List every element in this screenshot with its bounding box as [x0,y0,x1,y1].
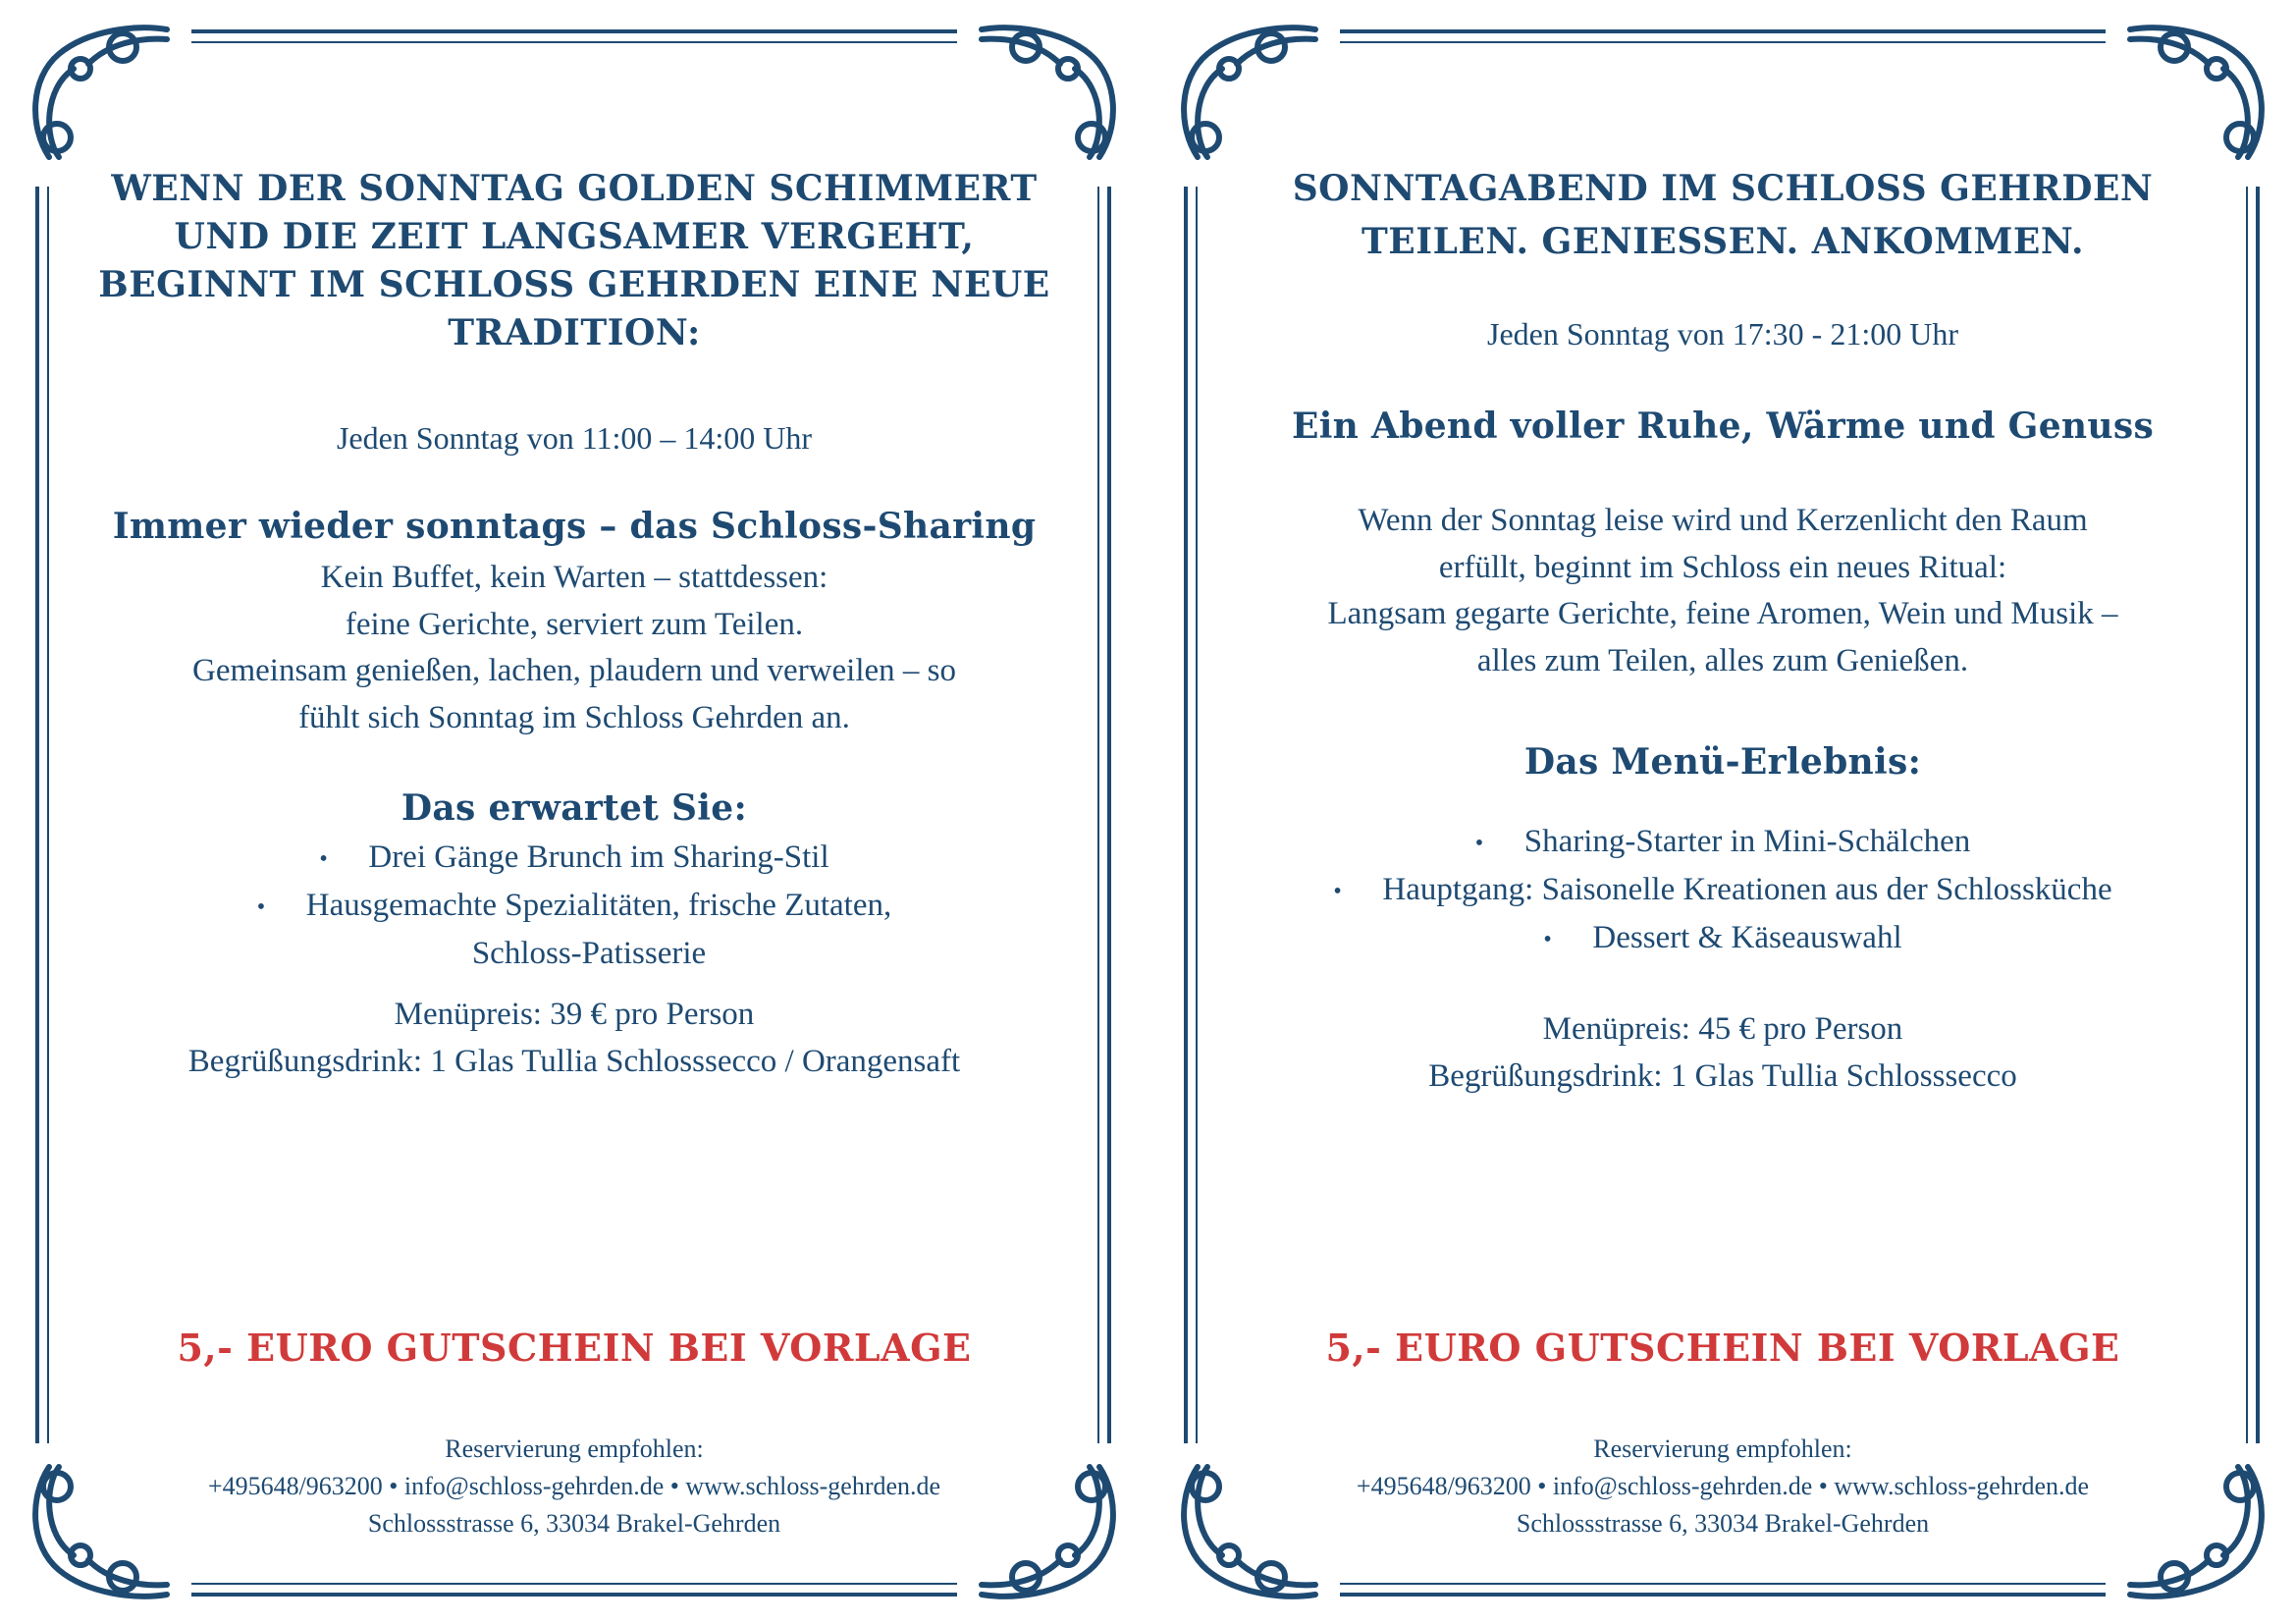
right-border-line-inner [1097,187,1099,1443]
voucher-banner: 5,- EURO GUTSCHEIN BEI VORLAGE [177,1326,972,1370]
reservation-label: Reservierung empfohlen: [1593,1435,1852,1463]
contact-line: +495648/963200 • info@schloss-gehrden.de • www.schloss-gehrden.de [207,1472,941,1500]
contact-block [1227,1431,2218,1543]
page-title [93,165,1055,357]
title-line: BEGINNT IM SCHLOSS GEHRDEN EINE NEUE [98,264,1050,305]
list-item: • Dessert & Käseauswahl [1207,915,2238,963]
address: Schlossstrasse 6, 33034 Brakel-Gehrden [1516,1509,1930,1538]
intro-line: Wenn der Sonntag leise wird und Kerzenlicht den Raum [1358,503,2088,538]
right-border-line [2256,187,2260,1443]
bottom-border-line-inner [1340,1583,2106,1585]
title-line: TRADITION: [448,312,701,353]
title-line: WENN DER SONNTAG GOLDEN SCHIMMERT [111,168,1038,209]
intro-line: fühlt sich Sonntag im Schloss Gehrden an. [298,699,850,735]
scroll-ornament-icon [1168,10,1335,177]
list-item: • Hauptgang: Saisonelle Kreationen aus der Schlossküche [1207,867,2238,915]
bullet-icon: • [1333,878,1342,904]
intro-paragraph [1207,498,2238,684]
title-line: TEILEN. GENIESSEN. ANKOMMEN. [1362,221,2084,262]
pricing-block [59,992,1090,1085]
bullet-icon: • [1474,830,1484,856]
bullet-icon: • [1543,927,1552,953]
left-border-line-inner [1196,187,1198,1443]
contact-block [79,1431,1070,1543]
intro-line: Gemeinsam genießen, lachen, plaudern und verweilen – so [192,653,956,688]
bullet-icon: • [256,893,266,920]
list-item: • Drei Gänge Brunch im Sharing-Stil [59,835,1090,883]
schedule-time: Jeden Sonntag von 11:00 – 14:00 Uhr [336,420,813,456]
menu-list [1207,819,2238,964]
right-border-line [1107,187,1111,1443]
feature-list [59,835,1090,978]
menu-price: Menüpreis: 39 € pro Person [394,997,755,1032]
menu-heading: Das Menü-Erlebnis: [1523,741,1922,783]
scroll-ornament-icon [962,10,1129,177]
intro-line: alles zum Teilen, alles zum Genießen. [1476,642,1969,678]
scroll-ornament-icon [20,10,187,177]
intro-line: Langsam gegarte Gerichte, feine Aromen, Wein und Musik – [1327,596,2118,631]
bottom-border-line-inner [191,1583,957,1585]
scroll-ornament-icon [2110,10,2277,177]
top-border-line-inner [1340,41,2106,43]
top-border-line [191,29,957,33]
list-item-continuation: Schloss-Patisserie [471,936,707,972]
top-border-line-inner [191,41,957,43]
right-flyer-panel [1148,0,2296,1624]
intro-line: feine Gerichte, serviert zum Teilen. [345,606,804,642]
bottom-border-line [191,1593,957,1597]
left-border-line-inner [47,187,49,1443]
welcome-drink: Begrüßungsdrink: 1 Glas Tullia Schlosssecco [1428,1057,2017,1094]
list-item: • Hausgemachte Spezialitäten, frische Zutaten, [59,883,1090,931]
intro-paragraph [59,555,1090,741]
title-line: UND DIE ZEIT LANGSAMER VERGEHT, [174,216,975,257]
menu-price: Menüpreis: 45 € pro Person [1542,1011,1903,1047]
bullet-icon: • [319,845,328,872]
address: Schlossstrasse 6, 33034 Brakel-Gehrden [367,1509,781,1538]
schedule-time: Jeden Sonntag von 17:30 - 21:00 Uhr [1487,316,1958,352]
sharing-heading: Immer wieder sonntags – das Schloss-Sharing [112,506,1037,547]
top-border-line [1340,29,2106,33]
welcome-drink: Begrüßungsdrink: 1 Glas Tullia Schlosssecco / Orangensaft [187,1043,961,1079]
expect-heading: Das erwartet Sie: [400,787,748,829]
contact-line: +495648/963200 • info@schloss-gehrden.de • www.schloss-gehrden.de [1356,1472,2090,1500]
list-item: • Sharing-Starter in Mini-Schälchen [1207,819,2238,867]
left-border-line [35,187,39,1443]
page-title [1242,162,2204,268]
intro-line: erfüllt, beginnt im Schloss ein neues Ritual: [1438,549,2007,585]
left-border-line [1184,187,1188,1443]
reservation-label: Reservierung empfohlen: [445,1435,704,1463]
bottom-border-line [1340,1593,2106,1597]
intro-line: Kein Buffet, kein Warten – stattdessen: [320,560,828,595]
title-line: SONNTAGABEND IM SCHLOSS GEHRDEN [1292,168,2154,209]
voucher-banner: 5,- EURO GUTSCHEIN BEI VORLAGE [1325,1326,2120,1370]
right-border-line-inner [2246,187,2248,1443]
pricing-block [1207,1006,2238,1100]
evening-heading: Ein Abend voller Ruhe, Wärme und Genuss [1291,406,2155,447]
